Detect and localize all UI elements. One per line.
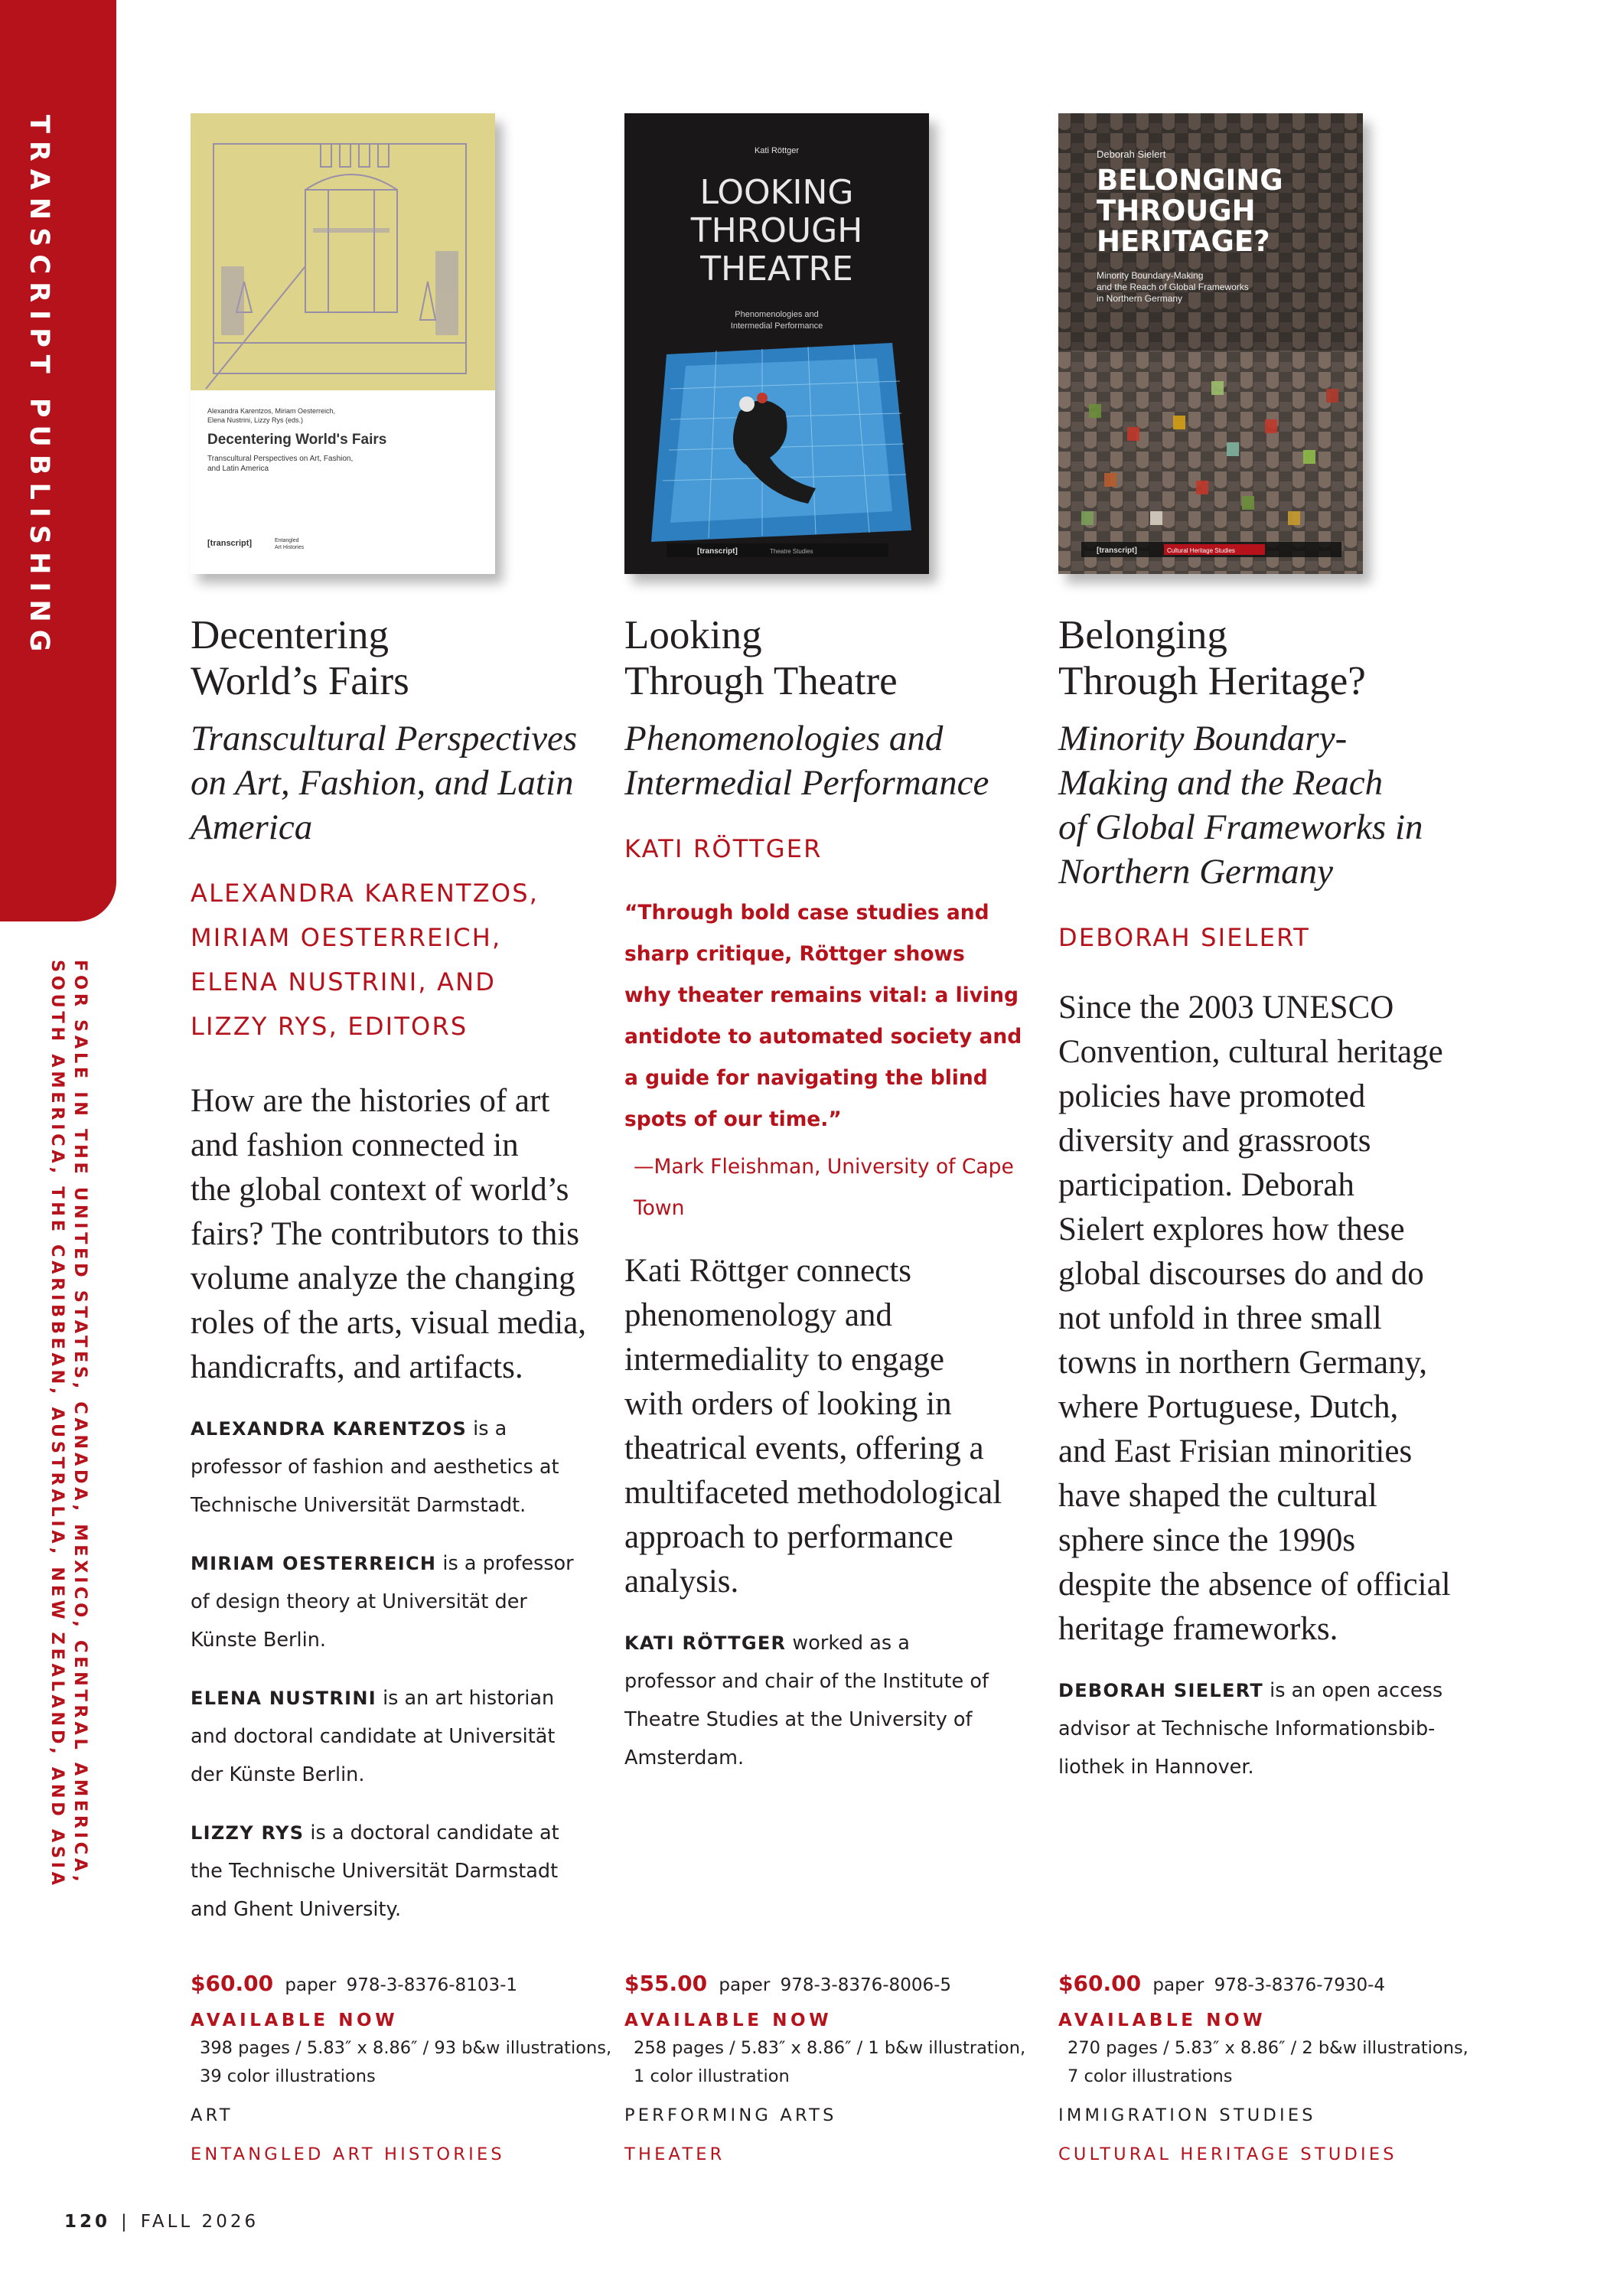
author-line: DEBORAH SIELERT xyxy=(1058,923,1310,952)
book-cover xyxy=(191,113,495,574)
description-line: have shaped the cultural xyxy=(1058,1478,1377,1514)
book-subtitle-line: Intermedial Performance xyxy=(624,763,989,803)
author-line: KATI RÖTTGER xyxy=(624,834,823,863)
quote-line: spots of our time.” xyxy=(624,1107,842,1131)
price: $55.00 xyxy=(624,1971,708,1996)
quote-line: sharp critique, Röttger shows xyxy=(624,942,965,966)
availability: AVAILABLE NOW xyxy=(1058,2011,1266,2030)
bio-text: is a xyxy=(467,1417,507,1440)
cover-publisher-mark: [transcript] xyxy=(697,547,738,556)
description-line: towns in northern Germany, xyxy=(1058,1345,1428,1381)
cover-author: Deborah Sielert xyxy=(1097,148,1166,160)
description-line: fairs? The contributors to this xyxy=(191,1216,579,1252)
bio-text: is an open access xyxy=(1263,1679,1443,1702)
cover-publisher-mark: [transcript] xyxy=(1097,546,1137,555)
isbn: 978-3-8376-8006-5 xyxy=(780,1975,952,1995)
bio-line: advisor at Technische Informationsbib- xyxy=(1058,1717,1436,1740)
bio-line xyxy=(191,1814,604,1852)
cover-illustration xyxy=(1058,113,1363,574)
bio-line xyxy=(191,1544,604,1583)
subject-category: PERFORMING ARTS xyxy=(624,2105,837,2125)
author-line: ALEXANDRA KARENTZOS, xyxy=(191,879,539,908)
price-line xyxy=(1058,1967,1472,2002)
author-line: LIZZY RYS, EDITORS xyxy=(191,1012,468,1041)
bio-name: ALEXANDRA KARENTZOS xyxy=(191,1418,468,1440)
quote-line: antidote to automated society and xyxy=(624,1025,1022,1049)
book-entry-belonging-through-heritage xyxy=(1058,113,1472,1806)
cover-subtitle: and Latin America xyxy=(207,465,269,473)
sales-territory-line: SOUTH AMERICA, THE CARIBBEAN, AUSTRALIA, NEW ZEALAND, AND ASIA xyxy=(47,960,67,1889)
price-line xyxy=(624,1967,1038,2002)
binding-format: paper xyxy=(1152,1975,1204,1995)
book-subtitle-line: Phenomenologies and xyxy=(624,719,944,758)
binding-format: paper xyxy=(719,1975,771,1995)
bio-name: MIRIAM OESTERREICH xyxy=(191,1553,437,1574)
cover-title: THROUGH xyxy=(1097,194,1256,227)
bio-line: and doctoral candidate at Universität xyxy=(191,1725,556,1748)
bio-line: and Ghent University. xyxy=(191,1898,402,1921)
book-specs xyxy=(634,2034,1038,2091)
bio-line: professor of fashion and aesthetics at xyxy=(191,1456,559,1479)
bio-name: KATI RÖTTGER xyxy=(624,1632,787,1654)
description-line: not unfold in three small xyxy=(1058,1300,1382,1336)
cover-subtitle: Intermedial Performance xyxy=(730,321,823,331)
description-line: Kati Röttger connects xyxy=(624,1253,911,1289)
book-title-line: Looking xyxy=(624,613,762,657)
description-line: sphere since the 1990s xyxy=(1058,1522,1356,1558)
bio-line: liothek in Hannover. xyxy=(1058,1756,1254,1779)
catalog-season: FALL 2026 xyxy=(140,2212,259,2232)
author-bios xyxy=(191,1410,604,1929)
book-order-info xyxy=(191,1967,612,2169)
author-bio xyxy=(191,1410,604,1525)
description-line: phenomenology and xyxy=(624,1297,892,1333)
attribution-line: —Mark Fleishman, University of Cape xyxy=(634,1155,1014,1179)
sales-territory-line: FOR SALE IN THE UNITED STATES, CANADA, MEXICO, CENTRAL AMERICA, xyxy=(70,960,90,1886)
description-line: despite the absence of official xyxy=(1058,1567,1451,1603)
cover-publisher-mark: [transcript] xyxy=(207,539,253,548)
description-line: approach to performance xyxy=(624,1519,953,1555)
book-authors xyxy=(191,871,604,1049)
description-line: global discourses do and do xyxy=(1058,1256,1424,1292)
book-specs xyxy=(200,2034,612,2091)
author-bio xyxy=(191,1814,604,1929)
cover-editors: Alexandra Karentzos, Miriam Oesterreich, xyxy=(207,407,336,415)
bio-name: LIZZY RYS xyxy=(191,1822,305,1844)
bio-line: Technische Universität Darmstadt. xyxy=(191,1494,526,1517)
publisher-name: TRANSCRIPT PUBLISHING xyxy=(24,115,54,660)
book-title-line: Through Heritage? xyxy=(1058,659,1366,703)
description-line: policies have promoted xyxy=(1058,1078,1366,1114)
author-line: MIRIAM OESTERREICH, xyxy=(191,923,502,952)
subject-category: IMMIGRATION STUDIES xyxy=(1058,2105,1316,2125)
book-subtitle-line: Minority Boundary- xyxy=(1058,719,1348,758)
author-line: ELENA NUSTRINI, AND xyxy=(191,967,497,996)
book-description xyxy=(1058,986,1472,1652)
price: $60.00 xyxy=(1058,1971,1142,1996)
book-title-line: Belonging xyxy=(1058,613,1227,657)
bio-text: is a doctoral candidate at xyxy=(304,1821,559,1844)
bio-text: worked as a xyxy=(786,1632,910,1655)
folio-separator: | xyxy=(121,2212,130,2232)
spec-line: 398 pages / 5.83″ x 8.86″ / 93 b&w illustrations, xyxy=(200,2038,612,2058)
bio-line: der Künste Berlin. xyxy=(191,1763,365,1786)
author-bios xyxy=(624,1624,1038,1777)
attribution-line: Town xyxy=(634,1196,685,1220)
book-cover xyxy=(1058,113,1363,574)
book-specs xyxy=(1068,2034,1472,2091)
description-line: intermediality to engage xyxy=(624,1342,944,1378)
description-line: roles of the arts, visual media, xyxy=(191,1305,587,1341)
author-bio xyxy=(624,1624,1038,1777)
bio-line: of design theory at Universität der xyxy=(191,1590,527,1613)
description-line: theatrical events, offering a xyxy=(624,1430,984,1466)
series-name: THEATER xyxy=(624,2144,725,2164)
cover-subtitle: Minority Boundary-Making xyxy=(1097,270,1204,281)
bio-text: is a professor xyxy=(436,1552,574,1575)
description-line: participation. Deborah xyxy=(1058,1167,1354,1203)
description-line: heritage frameworks. xyxy=(1058,1611,1338,1647)
spec-line: 258 pages / 5.83″ x 8.86″ / 1 b&w illustration, xyxy=(634,2038,1026,2058)
book-title-line: Through Theatre xyxy=(624,659,898,703)
description-line: and East Frisian minorities xyxy=(1058,1433,1413,1469)
description-line: where Portuguese, Dutch, xyxy=(1058,1389,1399,1425)
author-bio xyxy=(191,1679,604,1794)
bio-name: ELENA NUSTRINI xyxy=(191,1688,376,1709)
binding-format: paper xyxy=(285,1975,337,1995)
description-line: diversity and grassroots xyxy=(1058,1123,1371,1159)
description-line: and fashion connected in xyxy=(191,1127,519,1163)
quote-line: why theater remains vital: a living xyxy=(624,983,1019,1007)
bio-text: is an art historian xyxy=(376,1687,555,1710)
description-line: Since the 2003 UNESCO xyxy=(1058,990,1394,1026)
bio-line: professor and chair of the Institute of xyxy=(624,1670,989,1693)
page-folio xyxy=(64,2212,259,2232)
cover-illustration xyxy=(624,113,929,574)
quote-line: a guide for navigating the blind xyxy=(624,1066,988,1090)
bio-name: DEBORAH SIELERT xyxy=(1058,1680,1264,1701)
author-bio xyxy=(1058,1671,1472,1786)
book-subtitle-line: Making and the Reach xyxy=(1058,763,1384,803)
isbn: 978-3-8376-7930-4 xyxy=(1214,1975,1386,1995)
cover-subtitle: Transcultural Perspectives on Art, Fashion, xyxy=(207,455,354,463)
page-number: 120 xyxy=(64,2212,111,2232)
book-description xyxy=(624,1249,1038,1604)
bio-line xyxy=(191,1679,604,1717)
description-line: the global context of world’s xyxy=(191,1172,569,1208)
cover-subtitle: Phenomenologies and xyxy=(735,310,819,319)
description-line: Sielert explores how these xyxy=(1058,1212,1405,1247)
bio-line xyxy=(191,1410,604,1448)
description-line: Convention, cultural heritage xyxy=(1058,1034,1443,1070)
availability: AVAILABLE NOW xyxy=(624,2011,833,2030)
bio-line xyxy=(624,1624,1038,1662)
description-line: volume analyze the changing xyxy=(191,1261,575,1296)
book-description xyxy=(191,1079,604,1390)
book-order-info xyxy=(624,1967,1038,2169)
cover-illustration xyxy=(191,113,495,574)
price: $60.00 xyxy=(191,1971,274,1996)
author-bios xyxy=(1058,1671,1472,1786)
price-line xyxy=(191,1967,604,2002)
cover-title: LOOKING xyxy=(699,173,854,212)
description-line: multifaceted methodological xyxy=(624,1475,1002,1511)
cover-series-mark: Art Histories xyxy=(275,545,305,550)
book-entry-decentering-worlds-fairs xyxy=(191,113,604,1949)
cover-series-mark: Cultural Heritage Studies xyxy=(1167,547,1235,554)
spec-line: 7 color illustrations xyxy=(1068,2066,1233,2086)
isbn: 978-3-8376-8103-1 xyxy=(346,1975,518,1995)
book-subtitle-line: America xyxy=(191,807,313,847)
subject-category: ART xyxy=(191,2105,233,2125)
description-line: analysis. xyxy=(624,1564,739,1600)
cover-title: BELONGING xyxy=(1097,164,1283,197)
review-quote xyxy=(624,892,1038,1140)
cover-title: Decentering World's Fairs xyxy=(207,432,387,448)
spec-line: 39 color illustrations xyxy=(200,2066,376,2086)
availability: AVAILABLE NOW xyxy=(191,2011,399,2030)
cover-title: THROUGH xyxy=(690,211,863,250)
book-subtitle xyxy=(1058,716,1472,894)
book-title-line: World’s Fairs xyxy=(191,659,409,703)
book-title xyxy=(624,612,1038,704)
cover-title: THEATRE xyxy=(700,249,853,289)
cover-subtitle: and the Reach of Global Frameworks xyxy=(1097,282,1249,292)
book-title xyxy=(1058,612,1472,704)
bio-line: the Technische Universität Darmstadt xyxy=(191,1860,559,1883)
book-order-info xyxy=(1058,1967,1472,2169)
cover-series-mark: Theatre Studies xyxy=(770,548,813,555)
book-authors xyxy=(1058,915,1472,960)
series-name: CULTURAL HERITAGE STUDIES xyxy=(1058,2144,1397,2164)
quote-attribution xyxy=(634,1146,1038,1229)
bio-line: Theatre Studies at the University of xyxy=(624,1708,973,1731)
book-entry-looking-through-theatre xyxy=(624,113,1038,1797)
book-title-line: Decentering xyxy=(191,613,389,657)
sales-territory-note xyxy=(46,960,92,1889)
book-authors xyxy=(624,827,1038,871)
cover-subtitle: in Northern Germany xyxy=(1097,293,1183,304)
bio-line: Amsterdam. xyxy=(624,1746,745,1769)
spec-line: 1 color illustration xyxy=(634,2066,790,2086)
book-subtitle-line: on Art, Fashion, and Latin xyxy=(191,763,574,803)
book-subtitle-line: of Global Frameworks in xyxy=(1058,807,1423,847)
author-bio xyxy=(191,1544,604,1659)
book-subtitle-line: Transcultural Perspectives xyxy=(191,719,578,758)
description-line: handicrafts, and artifacts. xyxy=(191,1349,523,1385)
bio-line xyxy=(1058,1671,1472,1710)
cover-series-mark: Entangled xyxy=(275,538,299,543)
cover-title: HERITAGE? xyxy=(1097,225,1270,258)
bio-line: Künste Berlin. xyxy=(191,1629,326,1652)
description-line: How are the histories of art xyxy=(191,1083,550,1119)
book-subtitle xyxy=(191,716,604,850)
book-title xyxy=(191,612,604,704)
book-subtitle-line: Northern Germany xyxy=(1058,852,1333,892)
book-cover xyxy=(624,113,929,574)
book-subtitle xyxy=(624,716,1038,805)
spec-line: 270 pages / 5.83″ x 8.86″ / 2 b&w illustrations, xyxy=(1068,2038,1468,2058)
publisher-tab xyxy=(0,0,116,921)
quote-line: “Through bold case studies and xyxy=(624,901,989,925)
series-name: ENTANGLED ART HISTORIES xyxy=(191,2144,505,2164)
cover-editors: Elena Nustrini, Lizzy Rys (eds.) xyxy=(207,416,304,424)
cover-author: Kati Röttger xyxy=(754,146,800,155)
description-line: with orders of looking in xyxy=(624,1386,952,1422)
